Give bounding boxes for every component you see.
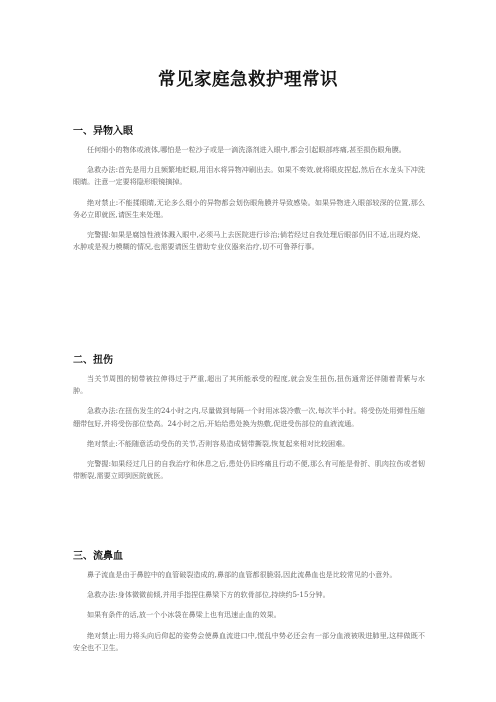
document-title: 常见家庭急救护理常识 xyxy=(158,70,338,90)
paragraph: 鼻子流血是由于鼻腔中的血管破裂造成的,鼻部的血管都很脆弱,因此流鼻血也是比较常见的小意外。 xyxy=(87,570,397,579)
section-sprain xyxy=(73,351,425,490)
paragraph: 任何细小的物体或液体,哪怕是一粒沙子或是一滴洗涤剂进入眼中,都会引起眼部疼痛,甚至损伤眼角膜。 xyxy=(87,145,406,154)
paragraph: 绝对禁止:用力将头向后仰起的姿势会使鼻血流进口中,慌乱中势必还会有一部分血液被吸进肺里,这样做既不安全也不卫生。 xyxy=(73,630,425,652)
section-foreign-object-eye xyxy=(73,122,425,261)
paragraph: 完警握:如果是腐蚀性液体溅入眼中,必须马上去医院进行诊治;倘若经过自我处理后眼部仍旧不适,出现灼烧、水肿或是视力模糊的情况,也需要请医生借助专业仪器来治疗,切不可鲁莽行事。 xyxy=(73,230,425,252)
paragraph: 当关节周围的韧带被拉伸得过于严重,超出了其所能承受的程度,就会发生扭伤,扭伤通常还伴随着青紫与水肿。 xyxy=(73,374,425,396)
section-heading: 三、流鼻血 xyxy=(73,551,123,562)
paragraph: 完警握:如果经过几日的自我治疗和休息之后,患处仍旧疼痛且行动不便,那么有可能是骨折、肌肉拉伤或者韧带断裂,需要立即到医院就医。 xyxy=(73,459,425,481)
section-nosebleed xyxy=(73,547,425,662)
section-heading: 一、异物入眼 xyxy=(73,126,133,137)
paragraph: 绝对禁止:不能随意活动受伤的关节,否则容易造成韧带撕裂,恢复起来相对比较困难。 xyxy=(87,438,350,448)
paragraph: 急救办法:身体微微前倾,并用手指捏住鼻梁下方的软骨部位,持续约5-15分钟。 xyxy=(87,590,330,600)
paragraph: 绝对禁止:不能揉眼睛,无论多么细小的异物都会划伤眼角膜并导致感染。如果异物进入眼部较深的位置,那么务必立即就医,请医生来处理。 xyxy=(73,197,425,219)
section-heading: 二、扭伤 xyxy=(73,355,113,366)
paragraph: 如果有条件的话,放一个小冰袋在鼻梁上也有迅速止血的效果。 xyxy=(87,610,281,620)
paragraph: 急救办法:在扭伤发生的24小时之内,尽量做到每隔一个时用冰袋冷敷一次,每次半小时。将受伤处用弹性压缩绷带包好,并将受伤部位垫高。24小时之后,开始给患处换为热敷,促进受伤部位的血液流通。 xyxy=(73,406,425,428)
paragraph: 急救办法:首先是用力且频繁地眨眼,用泪水将异物冲刷出去。如果不奏效,就将眼皮捏起,然后在水龙头下冲洗眼睛。注意一定要将隐形眼镜摘掉。 xyxy=(73,165,425,187)
